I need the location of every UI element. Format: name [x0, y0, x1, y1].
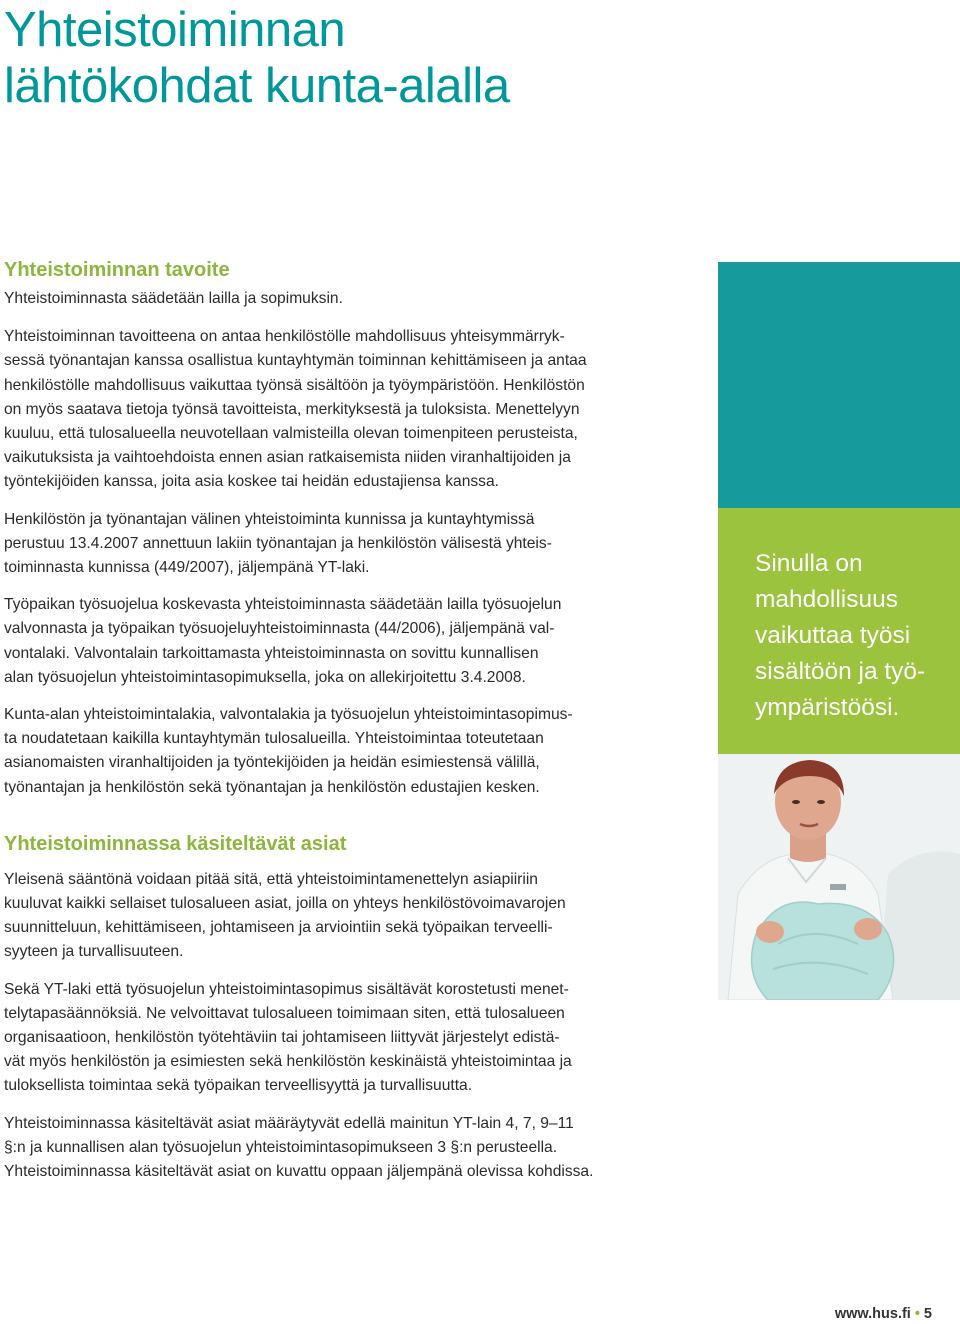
- text-line: suunnitteluun, kehittämiseen, johtamiseen ja arviointiin sekä työpaikan terveelli-: [4, 919, 553, 937]
- text-line: §:n ja kunnallisen alan työsuojelun yhteistoimintasopimukseen 3 §:n perusteella.: [4, 1138, 558, 1156]
- text-line: tuloksellista toimintaa sekä työpaikan terveellisyyttä ja turvallisuutta.: [4, 1077, 473, 1095]
- footer-website: www.hus.fi: [834, 1306, 911, 1322]
- text-line: Yhteistoiminnan tavoitteena on antaa henkilöstölle mahdollisuus yhteisymmärryk-: [4, 328, 565, 346]
- section-heading-topics: Yhteistoiminnassa käsiteltävät asiat: [4, 832, 347, 855]
- text-line: työntekijöiden kanssa, joita asia koskee tai heidän edustajiensa kanssa.: [4, 473, 499, 491]
- text-line: Sinulla on: [755, 550, 863, 577]
- text-line: Yhteistoiminnasta säädetään lailla ja sopimuksin.: [4, 290, 343, 307]
- text-line: kuuluu, että tulosalueella neuvotellaan valmisteilla olevan toimenpiteen perusteista,: [4, 425, 578, 443]
- text-line: perustuu 13.4.2007 annettuun lakiin työnantajan ja henkilöstön välisestä yhteis-: [4, 534, 552, 552]
- paragraph: [4, 287, 634, 311]
- text-line: syyteen ja turvallisuuteen.: [4, 943, 184, 961]
- page-number: 5: [923, 1306, 932, 1322]
- text-line: henkilöstölle mahdollisuus vaikuttaa työnsä sisältöön ja työympäristöön. Henkilöstön: [4, 376, 585, 394]
- text-line: vät myös henkilöstön ja esimiesten sekä henkilöstön keskinäistä yhteistoimintaa ja: [4, 1053, 572, 1071]
- page-footer: [835, 1306, 932, 1322]
- text-line: sisältöön ja työ-: [755, 658, 926, 685]
- paragraph: [4, 1112, 634, 1185]
- page-title-line-2: lähtökohdat kunta-alalla: [4, 59, 510, 113]
- text-line: Työpaikan työsuojelua koskevasta yhteistoiminnasta säädetään lailla työsuojelun: [4, 596, 562, 614]
- text-line: on myös saatava tietoja työnsä tavoitteista, merkityksestä ja tuloksista. Menettelyyn: [4, 400, 580, 418]
- paragraph: [4, 593, 634, 690]
- text-line: Sekä YT-laki että työsuojelun yhteistoimintasopimus sisältävät korostetusti menet-: [4, 980, 569, 998]
- page-title: [4, 2, 510, 114]
- paragraph: [4, 508, 634, 581]
- page-title-line-1: Yhteistoiminnan: [4, 3, 346, 57]
- nurse-photo: [718, 754, 960, 1000]
- text-line: Henkilöstön ja työnantajan välinen yhteistoiminta kunnissa ja kuntayhtymissä: [4, 510, 535, 528]
- text-line: Yleisenä sääntönä voidaan pitää sitä, että yhteistoimintamenettelyn asiapiiriin: [4, 870, 538, 888]
- nurse-illustration: [718, 754, 960, 1000]
- section-heading-goal: Yhteistoiminnan tavoite: [4, 259, 230, 281]
- text-line: kuuluvat kaikki sellaiset tulosalueen asiat, joilla on yhteys henkilöstövoimavarojen: [4, 895, 566, 913]
- paragraph: [4, 703, 634, 800]
- text-line: alan työsuojelun yhteistoimintasopimuksella, joka on allekirjoitettu 3.4.2008.: [4, 668, 526, 686]
- sidebar-quote: [755, 546, 960, 726]
- text-line: vaikuttaa työsi: [755, 622, 911, 649]
- text-line: telytapasäännöksiä. Ne velvoittavat tulosalueen toimimaan siten, että tulosalueen: [4, 1004, 565, 1022]
- text-line: Yhteistoiminnassa käsiteltävät asiat on kuvattu oppaan jäljempänä olevissa kohdissa.: [4, 1163, 594, 1181]
- text-line: vaikutuksista ja vaihtoehdoista ennen asian ratkaisemista niiden viranhaltijoiden ja: [4, 449, 571, 467]
- text-line: Kunta-alan yhteistoimintalakia, valvontalakia ja työsuojelun yhteistoimintasopimus-: [4, 706, 573, 724]
- paragraph: [4, 868, 634, 965]
- main-column: [4, 256, 634, 1184]
- text-line: asianomaisten viranhaltijoiden ja työntekijöiden ja heidän esimiestensä välillä,: [4, 754, 540, 772]
- text-line: mahdollisuus: [755, 586, 898, 613]
- paragraph: [4, 978, 634, 1099]
- footer-separator-dot: •: [914, 1306, 920, 1322]
- sidebar-quote-block: [718, 508, 960, 754]
- text-line: vontalaki. Valvontalain tarkoittamasta yhteistoiminnasta on sovittu kunnallisen: [4, 644, 539, 662]
- text-line: sessä työnantajan kanssa osallistua kuntayhtymän toiminnan kehittämiseen ja antaa: [4, 352, 587, 370]
- text-line: työnantajan ja henkilöstön sekä työnantajan ja henkilöstön edustajien kesken.: [4, 778, 540, 796]
- text-line: toiminnasta kunnissa (449/2007), jäljempänä YT-laki.: [4, 559, 370, 577]
- text-line: ympäristöösi.: [755, 694, 900, 721]
- text-line: valvonnasta ja työpaikan työsuojeluyhteistoiminnasta (44/2006), jäljempänä val-: [4, 620, 555, 638]
- text-line: ta noudatetaan kaikilla kuntayhtymän tulosalueilla. Yhteistoimintaa toteutetaan: [4, 730, 544, 748]
- text-line: organisaatioon, henkilöstön työtehtäviin tai johtamiseen liittyvät järjestelyt edistä-: [4, 1029, 560, 1047]
- paragraph: [4, 325, 634, 494]
- text-line: Yhteistoiminnassa käsiteltävät asiat määräytyvät edellä mainitun YT-lain 4, 7, 9–11: [4, 1114, 574, 1132]
- sidebar-teal-block: [718, 262, 960, 508]
